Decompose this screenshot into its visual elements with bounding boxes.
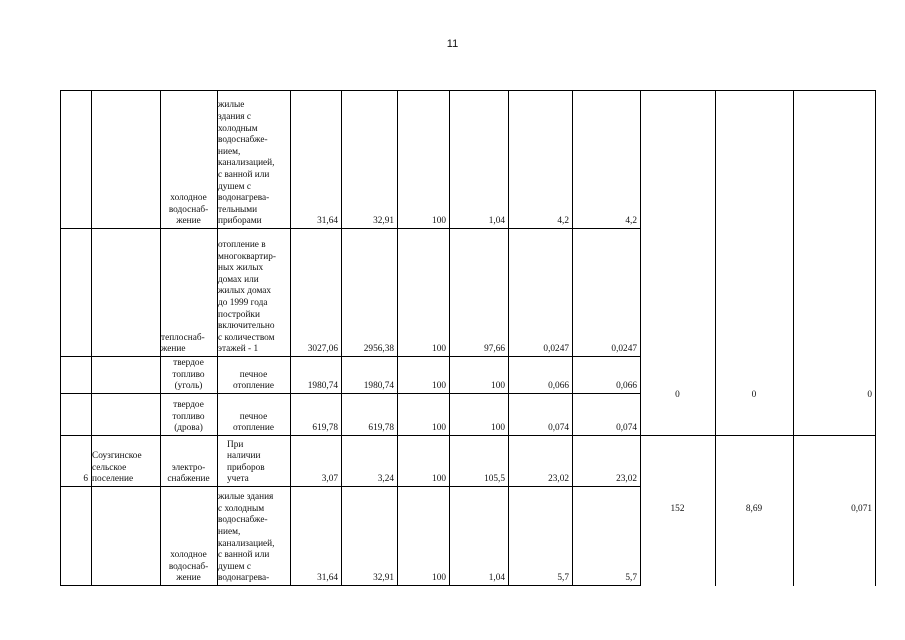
value-2: 2956,38 — [363, 344, 394, 355]
utility-type: твердое топливо (уголь) — [172, 358, 205, 392]
consumer-category: печное отопление — [233, 411, 274, 434]
summary-lower — [640, 435, 876, 586]
consumer-category: жилые здания с холодным водоснабже- нием, канализацией, с ванной или душем с водонагрева- — [218, 492, 275, 584]
value-5: 23,02 — [548, 474, 569, 485]
value-1: 31,64 — [317, 216, 338, 227]
value-4: 1,04 — [488, 573, 505, 584]
value-1: 3,07 — [321, 474, 338, 485]
value-5: 0,074 — [548, 423, 569, 434]
hline-bottom — [60, 585, 640, 586]
value-4: 1,04 — [488, 216, 505, 227]
value-4: 100 — [491, 423, 505, 434]
consumer-category: При наличии приборов учета — [227, 439, 265, 485]
value-5: 0,066 — [548, 381, 569, 392]
value-4: 100 — [491, 381, 505, 392]
value-2: 32,91 — [373, 216, 394, 227]
value-2: 619,78 — [368, 423, 394, 434]
table-row — [60, 486, 640, 585]
page-number: 11 — [446, 38, 459, 50]
row-number: 6 — [83, 474, 88, 485]
value-3: 100 — [432, 474, 446, 485]
value-6: 4,2 — [625, 216, 637, 227]
value-3: 100 — [432, 216, 446, 227]
value-5: 0,0247 — [543, 344, 569, 355]
summary-upper — [640, 90, 876, 435]
table-row — [60, 90, 640, 228]
consumer-category: печное отопление — [233, 369, 274, 392]
summary-value-c: 0 — [867, 390, 872, 401]
value-5: 4,2 — [557, 216, 569, 227]
summary-value-a: 152 — [670, 504, 685, 515]
value-4: 105,5 — [484, 474, 505, 485]
tariff-table — [60, 90, 876, 586]
table-row — [60, 228, 640, 356]
value-6: 5,7 — [625, 573, 637, 584]
value-2: 32,91 — [373, 573, 394, 584]
summary-value-a: 0 — [675, 390, 680, 401]
summary-value-b: 0 — [751, 390, 757, 401]
value-1: 3027,06 — [307, 344, 338, 355]
value-6: 0,066 — [616, 381, 637, 392]
consumer-category: отопление в многоквартир- ных жилых домах или жилых домах до 1999 года постройки включительно с количеством этажей - 1 — [218, 240, 276, 355]
utility-type: теплоснаб- жение — [161, 332, 205, 355]
table-row — [60, 435, 640, 486]
utility-type: электро- снабжение — [167, 462, 210, 485]
value-6: 0,074 — [616, 423, 637, 434]
utility-type: холодное водоснаб- жение — [168, 550, 209, 584]
value-3: 100 — [432, 423, 446, 434]
summary-value-c: 0,071 — [851, 504, 872, 515]
value-2: 1980,74 — [363, 381, 394, 392]
value-1: 31,64 — [317, 573, 338, 584]
value-3: 100 — [432, 573, 446, 584]
consumer-category: жилые здания с холодным водоснабже- нием, канализацией, с ванной или душем с водонагрева- тельными приборами — [218, 100, 275, 227]
value-6: 0,0247 — [611, 344, 637, 355]
value-2: 3,24 — [377, 474, 394, 485]
value-1: 619,78 — [312, 423, 338, 434]
table-row — [60, 356, 640, 393]
summary-value-b: 8,69 — [745, 504, 763, 515]
value-4: 97,66 — [484, 344, 505, 355]
table-row — [60, 393, 640, 435]
value-3: 100 — [432, 381, 446, 392]
value-6: 23,02 — [616, 474, 637, 485]
settlement-name: Соузгинское сельское поселение — [92, 451, 142, 485]
utility-type: холодное водоснаб- жение — [168, 193, 209, 227]
utility-type: твердое топливо (дрова) — [172, 400, 205, 434]
value-3: 100 — [432, 344, 446, 355]
value-5: 5,7 — [557, 573, 569, 584]
value-1: 1980,74 — [307, 381, 338, 392]
